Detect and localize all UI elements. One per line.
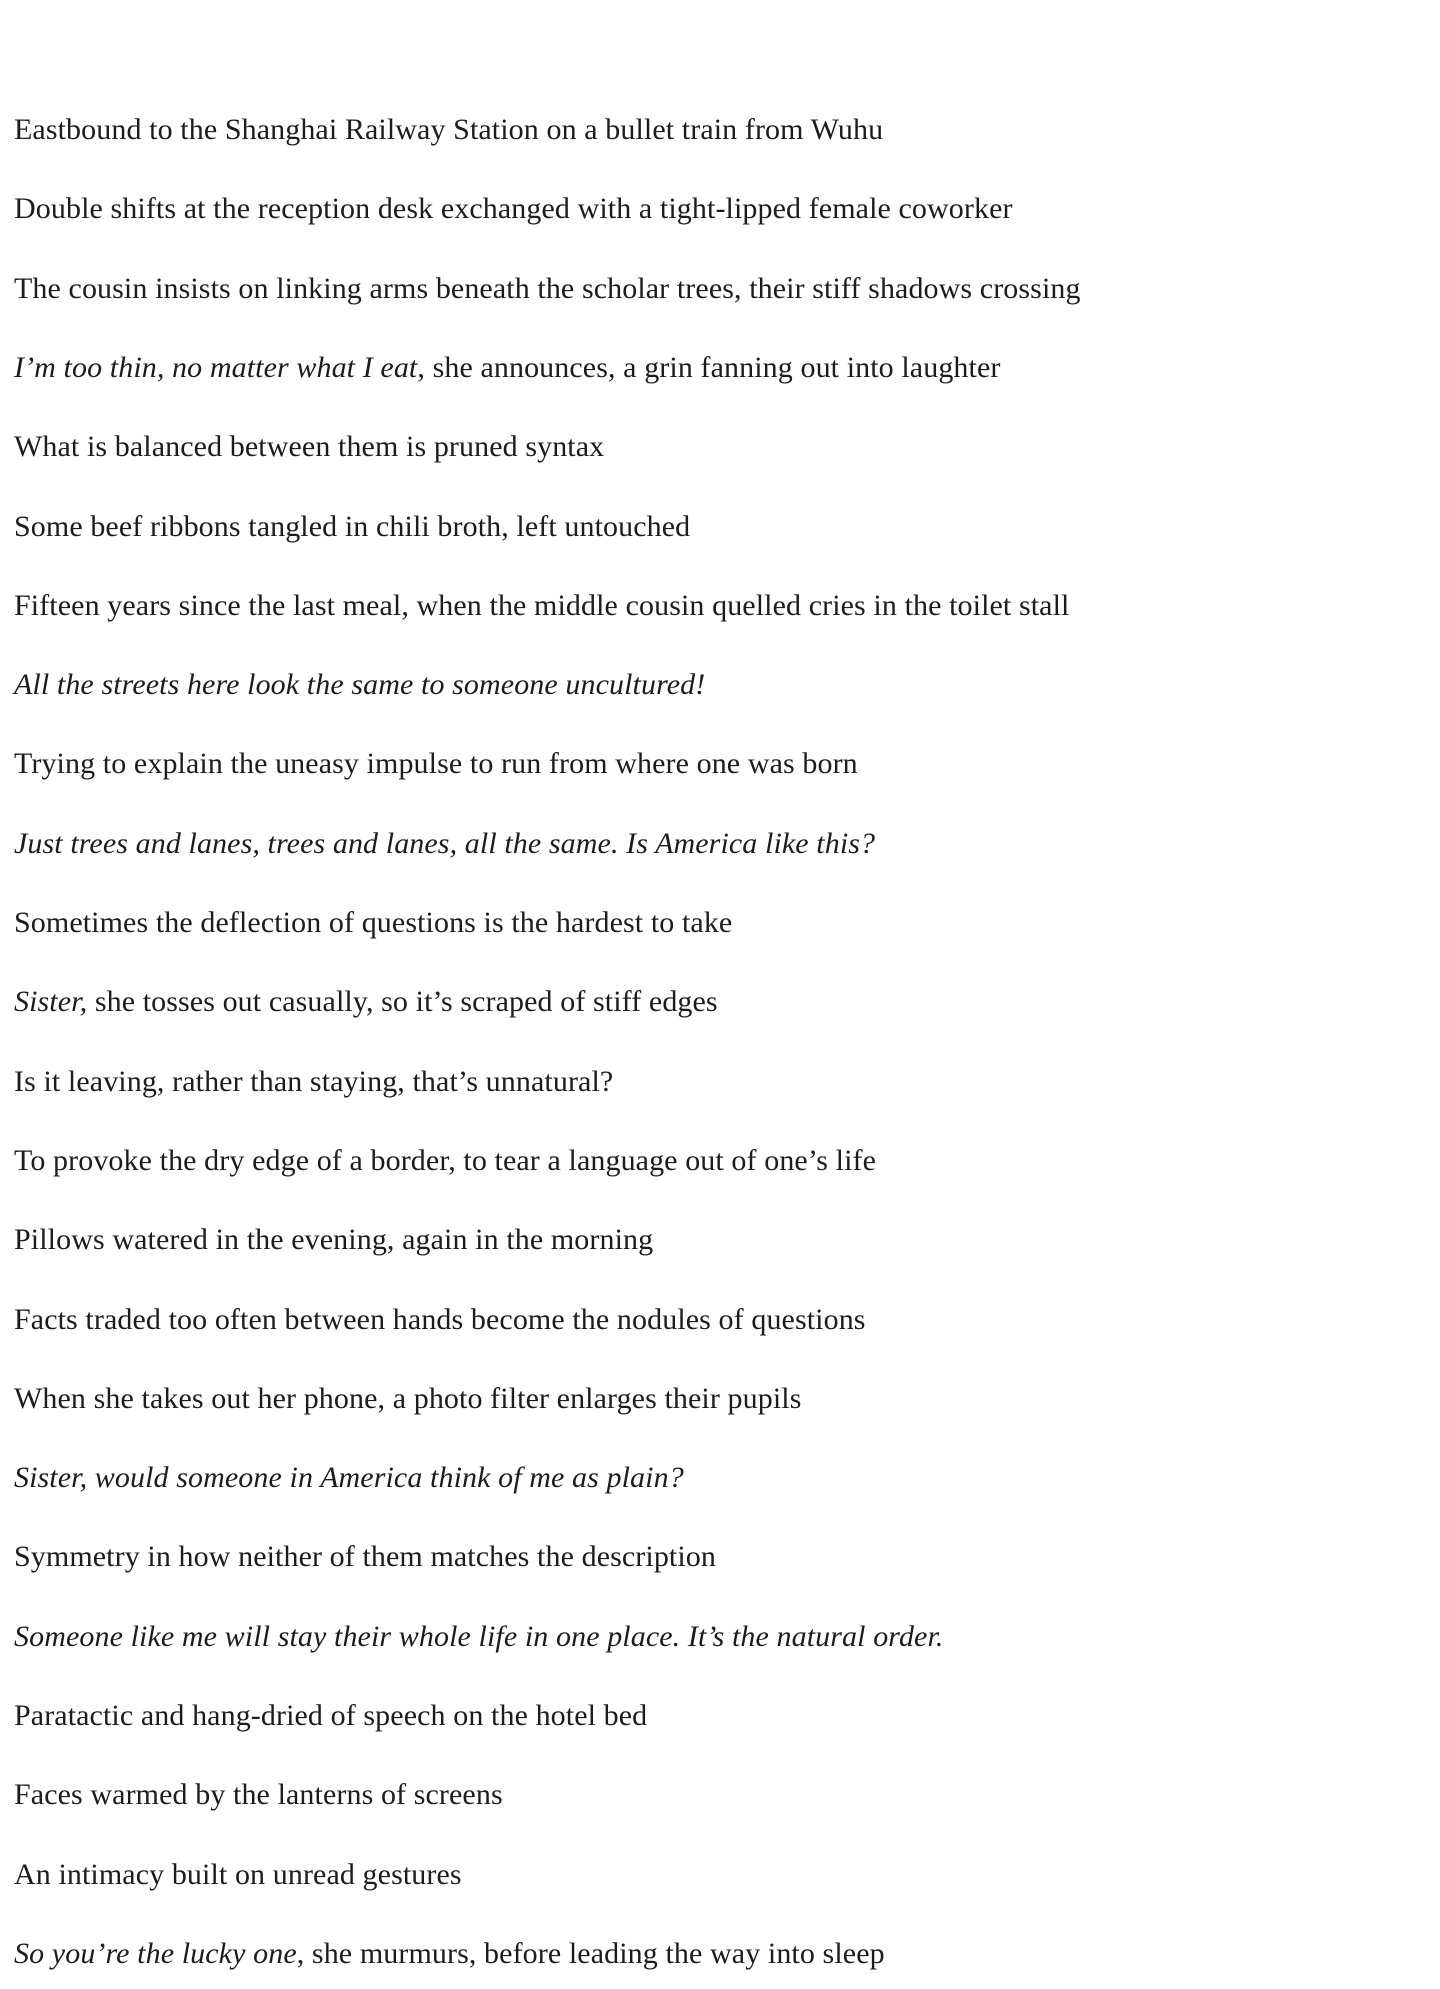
poem-line (14, 982, 1420, 1022)
poem-line (14, 903, 1420, 943)
poem-line (14, 744, 1420, 784)
poem-line-text: Eastbound to the Shanghai Railway Station on a bullet train from Wuhu (14, 113, 884, 146)
poem-line (14, 189, 1420, 229)
poem-line-text: Pillows watered in the evening, again in the morning (14, 1223, 654, 1257)
poem-line-text: , she announces, a grin fanning out into laughter (417, 350, 1001, 384)
poem-line-text: Is it leaving, rather than staying, that’s unnatural? (14, 1064, 614, 1098)
poem-line-text: , she murmurs, before leading the way into sleep (296, 1936, 885, 1970)
poem-line (14, 348, 1420, 388)
poem-line (14, 1537, 1420, 1577)
poem-line (14, 110, 1420, 150)
poem-line-text: Double shifts at the reception desk exchanged with a tight-lipped female coworker (14, 192, 1013, 226)
poem-line (14, 1141, 1420, 1181)
poem-line (14, 427, 1420, 467)
poem-line (14, 1379, 1420, 1419)
poem-line (14, 1458, 1420, 1498)
poem-line-italic-text: Sister, would someone in America think of me as plain? (14, 1461, 684, 1495)
poem-line (14, 824, 1420, 864)
poem-line-italic-text: All the streets here look the same to someone uncultured! (14, 668, 706, 702)
poem-line (14, 665, 1420, 705)
poem-line (14, 1696, 1420, 1736)
poem-line-text: Symmetry in how neither of them matches the description (14, 1540, 717, 1574)
poem-line (14, 1220, 1420, 1260)
poem-line-italic-text: I’m too thin, no matter what I eat (14, 350, 418, 384)
poem-line-text: When she takes out her phone, a photo filter enlarges their pupils (14, 1381, 802, 1415)
poem-line-text: Paratactic and hang-dried of speech on the hotel bed (14, 1699, 648, 1732)
poem-line-text: Fifteen years since the last meal, when the middle cousin quelled cries in the toilet stall (14, 588, 1070, 622)
poem-line-italic-text: Someone like me will stay their whole life in one place. It’s the natural order. (14, 1619, 944, 1653)
poem-line (14, 1855, 1420, 1895)
poem-line-text: The cousin insists on linking arms beneath the scholar trees, their stiff shadows crossing (14, 271, 1081, 305)
poem-line (14, 1300, 1420, 1340)
poem-line-text: What is balanced between them is pruned syntax (14, 430, 605, 464)
poem-line-text: Faces warmed by the lanterns of screens (14, 1778, 503, 1812)
poem-line-italic-text: Sister, (14, 985, 88, 1019)
poem-line-text: Some beef ribbons tangled in chili broth, left untouched (14, 509, 691, 543)
poem-line-text: To provoke the dry edge of a border, to tear a language out of one’s life (14, 1143, 877, 1177)
poem-line-text: Trying to explain the uneasy impulse to run from where one was born (14, 747, 858, 781)
poem-line-text: she tosses out casually, so it’s scraped of stiff edges (87, 985, 718, 1019)
poem-line (14, 269, 1420, 309)
poem-line (14, 1617, 1420, 1657)
poem-line-text: Sometimes the deflection of questions is the hardest to take (14, 906, 733, 939)
poem-line (14, 1934, 1420, 1974)
poem-line-italic-text: Just trees and lanes, trees and lanes, all the same. Is America like this? (14, 826, 876, 860)
poem-line (14, 1775, 1420, 1815)
poem-line (14, 586, 1420, 626)
poem-line-text: Facts traded too often between hands become the nodules of questions (14, 1302, 866, 1336)
poem-line-text: An intimacy built on unread gestures (14, 1857, 462, 1891)
poem-line (14, 507, 1420, 547)
poem-line (14, 1062, 1420, 1102)
poem-line-italic-text: So you’re the lucky one (14, 1936, 297, 1970)
